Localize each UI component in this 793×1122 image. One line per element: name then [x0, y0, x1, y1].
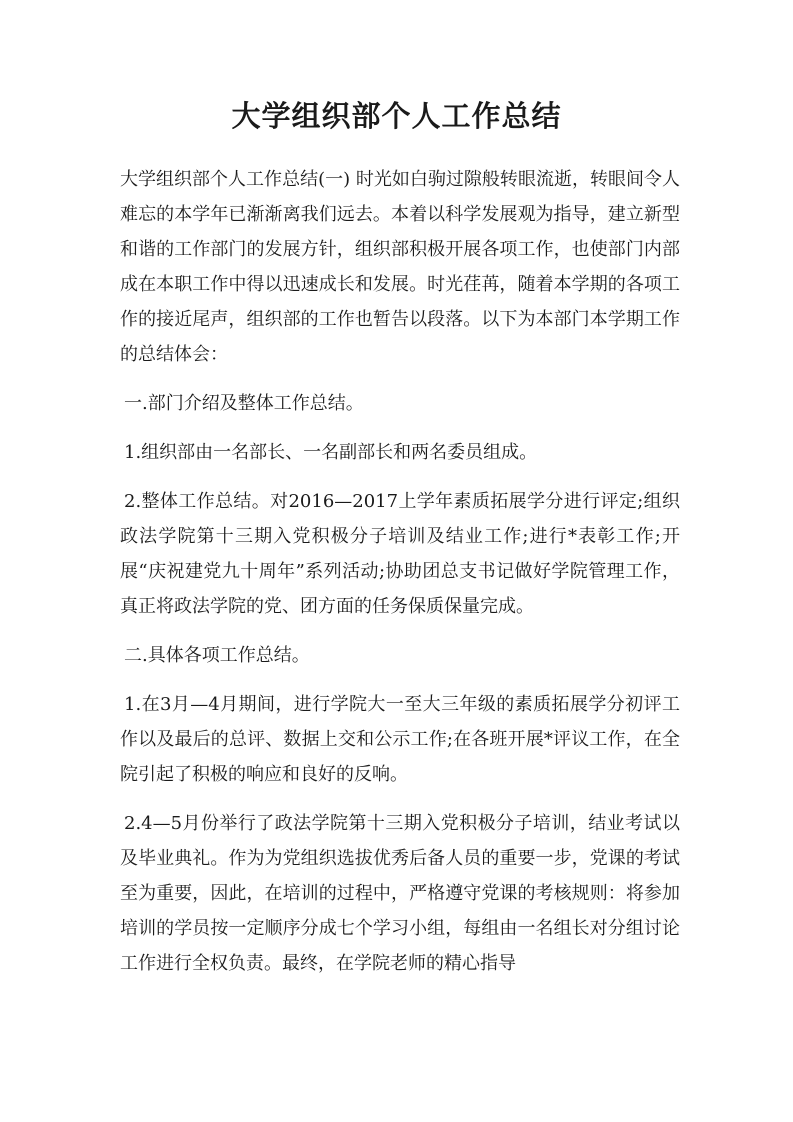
paragraph-item: 1.组织部由一名部长、一名副部长和两名委员组成。 [124, 442, 538, 463]
section-heading-2: 二.具体各项工作总结。 [124, 645, 310, 666]
paragraph-item: 2.整体工作总结。对2016—2017上学年素质拓展学分进行评定;组织政法学院第十三期入党积极分子培训及结业工作;进行*表彰工作;开展“庆祝建党九十周年”系列活动;协助团总支书记做好学院管理工作，真正将政法学院的党、团方面的任务保质保量完成。 [120, 491, 680, 617]
document-title: 大学组织部个人工作总结 [231, 99, 562, 133]
section-heading-1: 一.部门介绍及整体工作总结。 [124, 393, 364, 414]
document-body [120, 162, 680, 995]
paragraph-intro: 大学组织部个人工作总结(一) 时光如白驹过隙般转眼流逝，转眼间令人难忘的本学年已渐渐离我们远去。本着以科学发展观为指导，建立新型和谐的工作部门的发展方针，组织部积极开展各项工作，也使部门内部成在本职工作中得以迅速成长和发展。时光荏苒，随着本学期的各项工作的接近尾声，组织部的工作也暂告以段落。以下为本部门本学期工作的总结体会： [120, 169, 680, 365]
paragraph-item: 2.4—5月份举行了政法学院第十三期入党积极分子培训，结业考试以及毕业典礼。作为为党组织选拔优秀后备人员的重要一步，党课的考试至为重要，因此，在培训的过程中，严格遵守党课的考核规则：将参加培训的学员按一定顺序分成七个学习小组，每组由一名组长对分组讨论工作进行全权负责。最终，在学院老师的精心指导 [120, 813, 680, 974]
paragraph-item: 1.在3月—4月期间，进行学院大一至大三年级的素质拓展学分初评工作以及最后的总评、数据上交和公示工作;在各班开展*评议工作，在全院引起了积极的响应和良好的反响。 [120, 694, 680, 785]
